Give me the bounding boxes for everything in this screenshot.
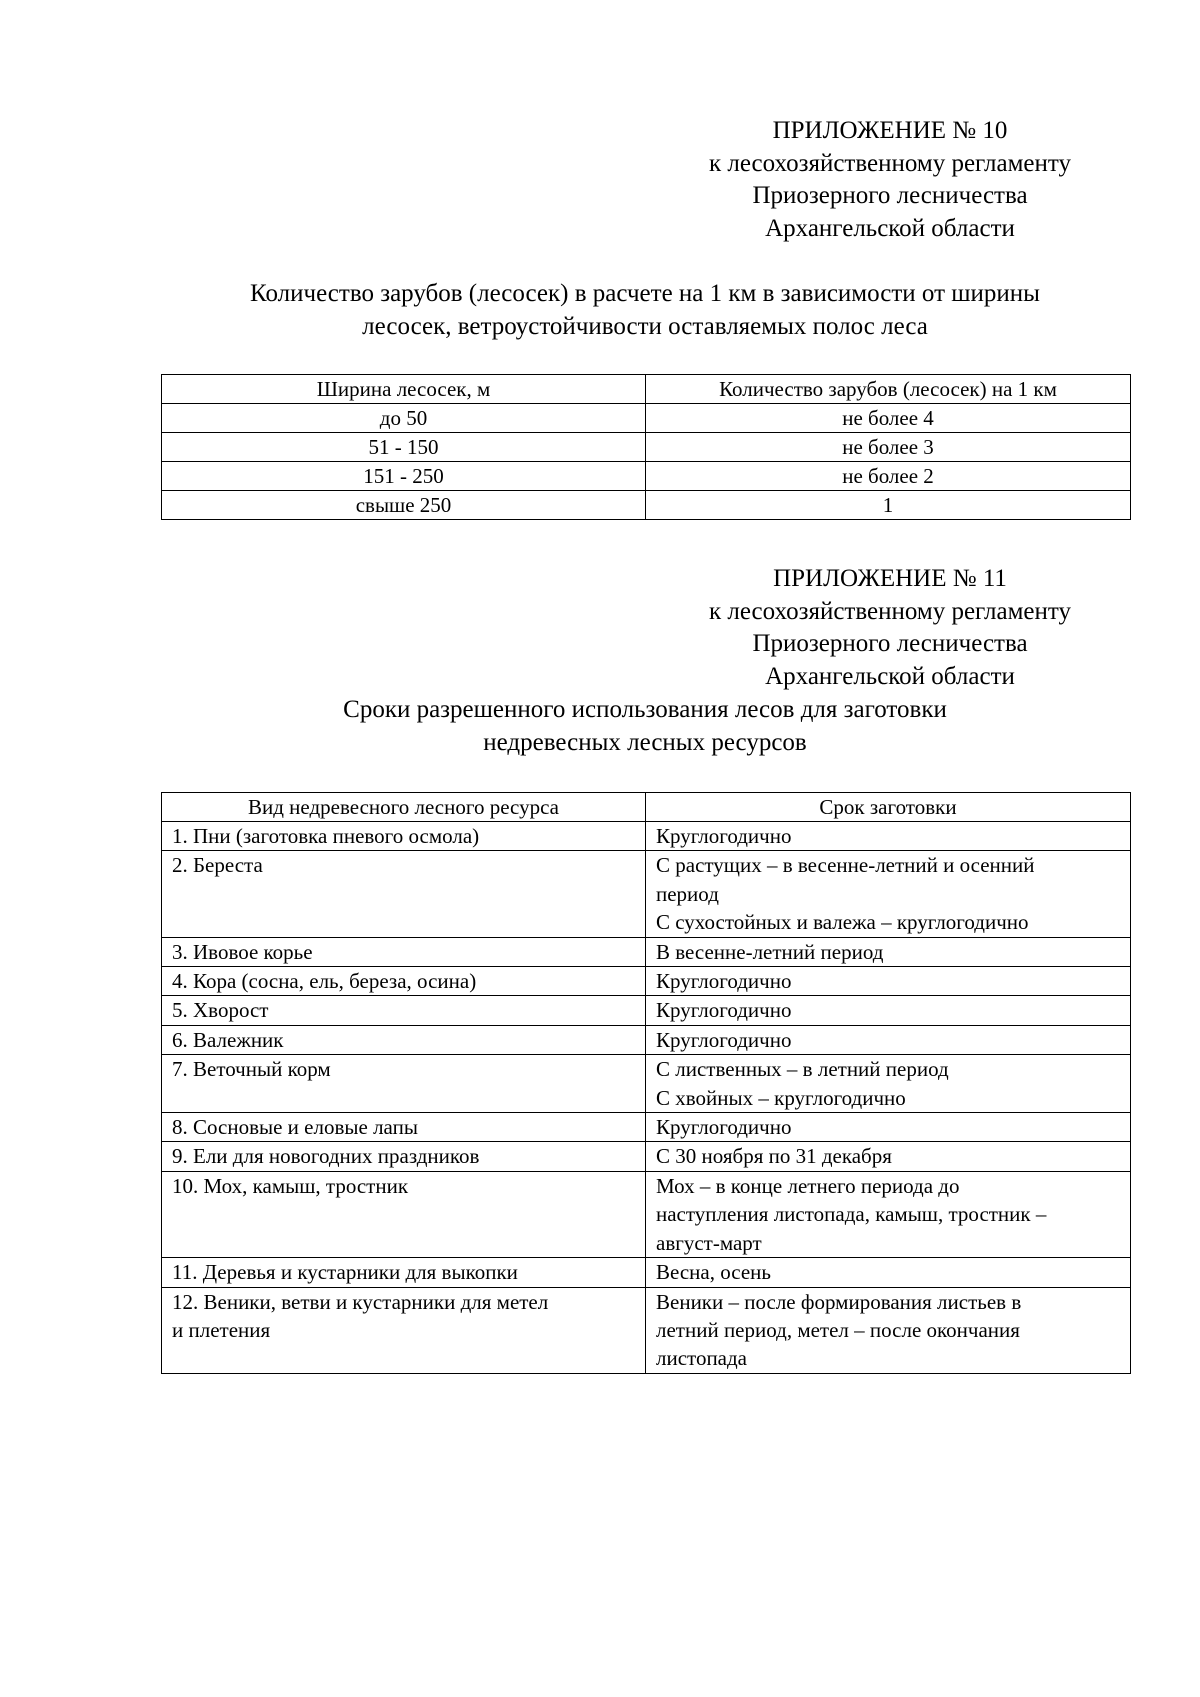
resource-cell — [162, 967, 646, 996]
cell-line: 9. Ели для новогодних праздников — [172, 1144, 480, 1169]
table-cell: не более 4 — [646, 404, 1131, 433]
term-cell — [646, 1171, 1131, 1257]
table-row — [162, 822, 1131, 851]
cell-line: 5. Хворост — [172, 998, 269, 1023]
table-row — [162, 491, 1131, 520]
title-line: лесосек, ветроустойчивости оставляемых полос леса — [362, 313, 928, 340]
cell-line: 4. Кора (сосна, ель, береза, осина) — [172, 969, 477, 994]
table-row — [162, 967, 1131, 996]
cell-line: 7. Веточный корм — [172, 1057, 331, 1082]
cell-line: Веники – после формирования листьев в — [656, 1289, 1022, 1314]
title-line: Сроки разрешенного использования лесов для заготовки — [343, 696, 947, 723]
table-cell: 1 — [646, 491, 1131, 520]
table-row — [162, 433, 1131, 462]
cell-line: Круглогодично — [656, 998, 792, 1023]
title-line: недревесных лесных ресурсов — [483, 729, 807, 756]
table-cell: свыше 250 — [162, 491, 646, 520]
resource-cell — [162, 851, 646, 937]
cell-line: В весенне-летний период — [656, 939, 884, 964]
cell-line: 12. Веники, ветви и кустарники для метел — [172, 1289, 549, 1314]
term-cell — [646, 1025, 1131, 1054]
resource-cell — [162, 996, 646, 1025]
table-header-row — [162, 375, 1131, 404]
appendix-10-header — [650, 115, 1130, 245]
term-cell — [646, 1142, 1131, 1171]
cell-line: С лиственных – в летний период — [656, 1057, 949, 1082]
term-cell — [646, 1287, 1131, 1373]
resource-cell — [162, 1171, 646, 1257]
appendix-number: ПРИЛОЖЕНИЕ № 11 — [773, 565, 1007, 592]
cell-line: 8. Сосновые и еловые лапы — [172, 1115, 418, 1140]
appendix-number: ПРИЛОЖЕНИЕ № 10 — [772, 117, 1008, 144]
cell-line: 6. Валежник — [172, 1027, 284, 1052]
resource-cell — [162, 1113, 646, 1142]
cuttings-table — [161, 374, 1131, 520]
cell-line: Круглогодично — [656, 969, 792, 994]
cell-line: листопада — [656, 1346, 748, 1371]
resource-cell — [162, 1287, 646, 1373]
cell-line: Круглогодично — [656, 1115, 792, 1140]
cell-line: и плетения — [172, 1317, 271, 1342]
appendix-subtitle: к лесохозяйственному регламенту — [708, 149, 1072, 177]
appendix-10-title — [160, 277, 1130, 343]
resource-cell — [162, 1055, 646, 1113]
cell-line: Круглогодично — [656, 824, 792, 848]
term-cell — [646, 1113, 1131, 1142]
term-cell — [646, 1258, 1131, 1287]
cell-line: С 30 ноября по 31 декабря — [656, 1144, 892, 1169]
table-row — [162, 404, 1131, 433]
column-header: Количество зарубов (лесосек) на 1 км — [646, 375, 1131, 404]
cell-line: 2. Береста — [172, 853, 263, 878]
table-row — [162, 1055, 1131, 1113]
appendix-subtitle: к лесохозяйственному регламенту — [708, 597, 1072, 625]
table-cell: до 50 — [162, 404, 646, 433]
table-row — [162, 996, 1131, 1025]
table-row — [162, 1258, 1131, 1287]
table-row — [162, 1113, 1131, 1142]
table-row — [162, 1142, 1131, 1171]
table-cell: не более 3 — [646, 433, 1131, 462]
table-cell: не более 2 — [646, 462, 1131, 491]
cell-line: Круглогодично — [656, 1027, 792, 1052]
term-cell — [646, 996, 1131, 1025]
table-row — [162, 462, 1131, 491]
cell-line: 11. Деревья и кустарники для выкопки — [172, 1260, 518, 1285]
appendix-subtitle: Приозерного лесничества — [752, 182, 1028, 209]
cell-line: С сухостойных и валежа – круглогодично — [656, 910, 1029, 935]
resource-cell — [162, 1142, 646, 1171]
appendix-subtitle: Приозерного лесничества — [752, 630, 1028, 657]
non-timber-resources-table — [161, 792, 1131, 1374]
cell-line: С хвойных – круглогодично — [656, 1085, 906, 1110]
term-cell — [646, 937, 1131, 966]
table-row — [162, 851, 1131, 937]
cell-line: летний период, метел – после окончания — [656, 1317, 1020, 1342]
cell-line: С растущих – в весенне-летний и осенний — [656, 853, 1035, 878]
cell-line: наступления листопада, камыш, тростник – — [656, 1202, 1047, 1227]
table-row — [162, 937, 1131, 966]
column-header: Ширина лесосек, м — [162, 375, 646, 404]
cell-line: Мох – в конце летнего периода до — [656, 1173, 960, 1198]
resource-cell — [162, 937, 646, 966]
table-row — [162, 1171, 1131, 1257]
cell-line: период — [656, 881, 719, 906]
column-header: Вид недревесного лесного ресурса — [162, 793, 646, 822]
cell-line: 1. Пни (заготовка пневого осмола) — [172, 824, 480, 848]
table-cell: 151 - 250 — [162, 462, 646, 491]
appendix-11-header — [650, 563, 1130, 693]
term-cell — [646, 967, 1131, 996]
table-row — [162, 1287, 1131, 1373]
resource-cell — [162, 1258, 646, 1287]
cell-line: Весна, осень — [656, 1260, 771, 1285]
term-cell — [646, 1055, 1131, 1113]
cell-line: 3. Ивовое корье — [172, 939, 313, 964]
appendix-subtitle: Архангельской области — [765, 662, 1015, 690]
table-row — [162, 1025, 1131, 1054]
cell-line: 10. Мох, камыш, тростник — [172, 1173, 409, 1198]
cell-line: август-март — [656, 1230, 762, 1255]
title-line: Количество зарубов (лесосек) в расчете на 1 км в зависимости от ширины — [250, 280, 1040, 307]
resource-cell — [162, 822, 646, 851]
appendix-subtitle: Архангельской области — [765, 214, 1015, 242]
table-header-row — [162, 793, 1131, 822]
term-cell — [646, 851, 1131, 937]
term-cell — [646, 822, 1131, 851]
appendix-11-title — [230, 693, 1060, 759]
table-cell: 51 - 150 — [162, 433, 646, 462]
resource-cell — [162, 1025, 646, 1054]
column-header: Срок заготовки — [646, 793, 1131, 822]
